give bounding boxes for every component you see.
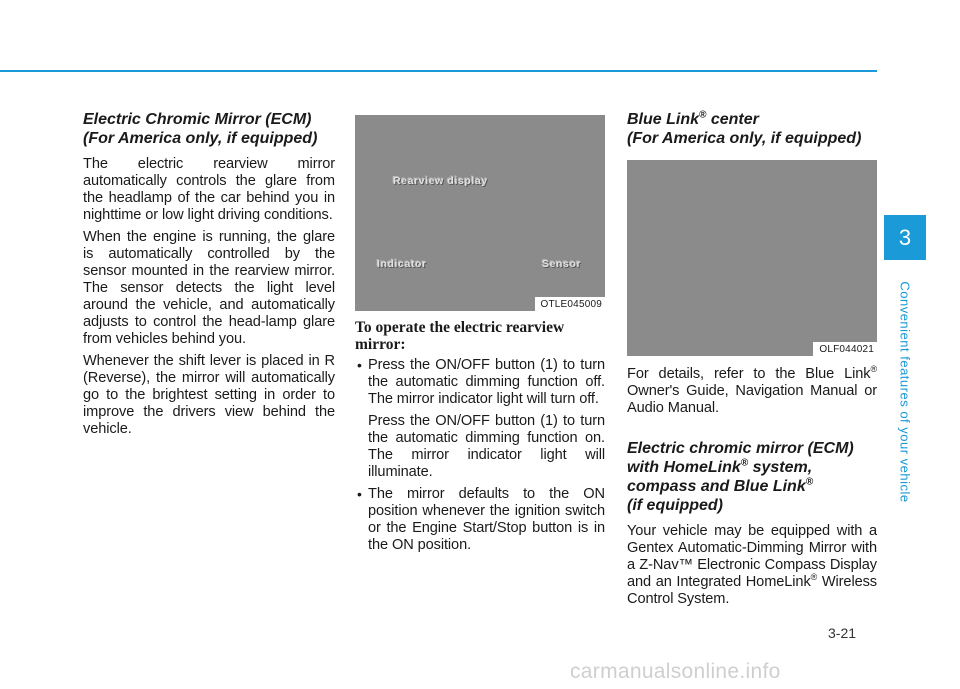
page-number: 3-21 <box>828 625 857 641</box>
section-heading-ecm <box>83 110 335 148</box>
heading-line-2: with HomeLink® system, <box>627 457 813 476</box>
chapter-title: Convenient features of your vehicle <box>897 281 913 503</box>
image-label-rearview-display: Rearview display <box>393 175 488 187</box>
heading-line-1: Electric Chromic Mirror (ECM) <box>83 111 312 128</box>
paragraph-ecm-2: When the engine is running, the glare is automatically controlled by the sensor mounted in the rearview mirror. The sensor detects the light level around the vehicle, and automatically adjusts to control the head-lamp glare from vehicles behind you. <box>83 229 335 347</box>
heading-line-4: (if equipped) <box>627 497 723 514</box>
paragraph-details: For details, refer to the Blue Link® Owner's Guide, Navigation Manual or Audio Manual. <box>627 364 877 416</box>
paragraph-ecm-1: The electric rearview mirror automatically controls the glare from the headlamp of the car behind you in nighttime or low light driving conditions. <box>83 156 335 223</box>
mirror-image <box>355 115 605 311</box>
paragraph-ecm-3: Whenever the shift lever is placed in R (Reverse), the mirror will automatically go to the brightest setting in order to improve the drivers view behind the vehicle. <box>83 353 335 437</box>
bullet-icon: • <box>357 357 362 373</box>
bullet-text-off: Press the ON/OFF button (1) to turn the automatic dimming function off. The mirror indicator light will turn off. <box>368 357 605 407</box>
column-ecm <box>83 110 335 443</box>
bullet-text-on: Press the ON/OFF button (1) to turn the automatic dimming function on. The mirror indicator light will illuminate. <box>368 413 605 480</box>
image-label-indicator: Indicator <box>377 258 427 270</box>
heading-line-1: Electric chromic mirror (ECM) <box>627 440 854 457</box>
section-heading-bluelink <box>627 110 877 148</box>
list-item <box>355 357 605 481</box>
column-bluelink <box>627 110 877 613</box>
heading-line-2: (For America only, if equipped) <box>627 130 862 147</box>
operate-heading: To operate the electric rearview mirror: <box>355 319 565 353</box>
image-label-sensor: Sensor <box>542 258 582 270</box>
column-operate <box>355 112 605 559</box>
paragraph-homelink: Your vehicle may be equipped with a Gentex Automatic-Dimming Mirror with a Z-Nav™ Electronic Compass Display and an Integrated HomeLink® Wireless Control System. <box>627 523 877 607</box>
registered-mark: ® <box>699 109 707 121</box>
list-item <box>355 486 605 554</box>
image-code: OLF044021 <box>813 342 877 356</box>
operate-list <box>355 357 605 554</box>
image-code: OTLE045009 <box>535 297 606 311</box>
section-heading-ecm-homelink <box>627 439 877 515</box>
heading-line-1: Blue Link® center <box>627 109 759 128</box>
bullet-text-default: The mirror defaults to the ON position whenever the ignition switch or the Engine Start/Stop button is in the ON position. <box>368 486 605 553</box>
bluelink-image <box>627 160 877 356</box>
chapter-tab: 3 <box>884 215 926 260</box>
bullet-icon: • <box>357 486 362 502</box>
heading-line-2: (For America only, if equipped) <box>83 130 318 147</box>
watermark: carmanualsonline.info <box>570 660 781 683</box>
top-rule <box>0 70 877 72</box>
heading-line-3: compass and Blue Link® <box>627 476 814 495</box>
